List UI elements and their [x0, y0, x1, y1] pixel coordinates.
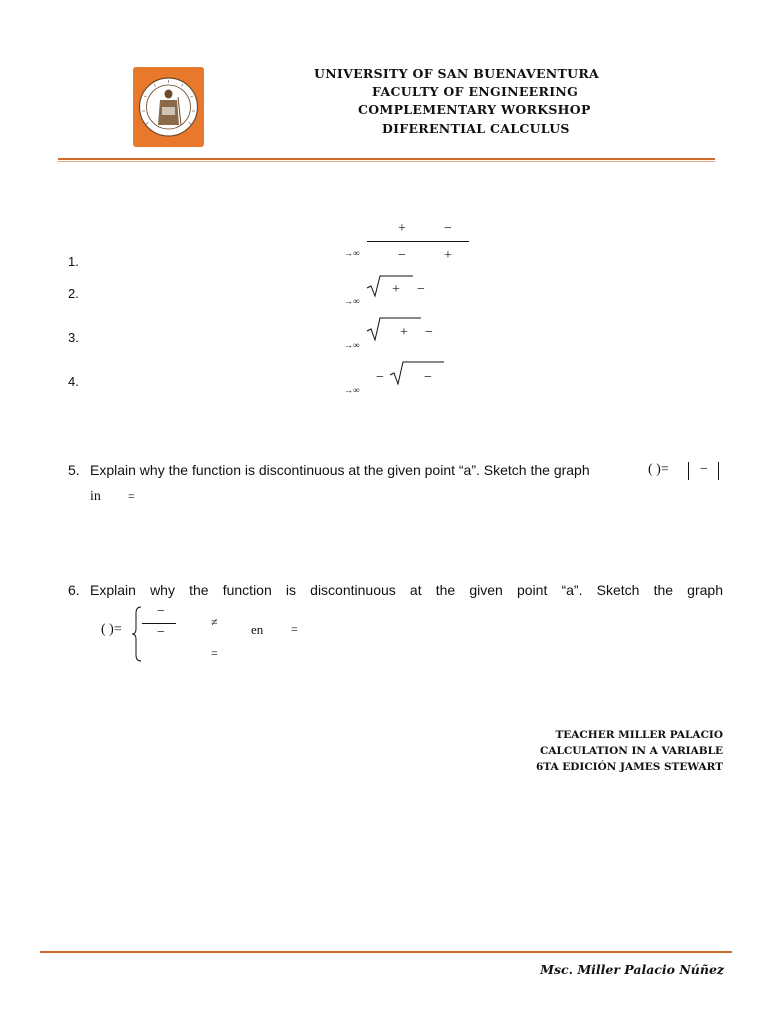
problem-2-op2: −: [417, 282, 425, 297]
problem-5-eq: =: [128, 489, 135, 503]
problem-1-num-op1: +: [398, 221, 406, 236]
problem-2-number: 2.: [68, 286, 79, 301]
problem-1-den-op1: −: [398, 248, 406, 263]
problem-5-in: in: [90, 489, 101, 504]
problem-6-frac-den: −: [157, 625, 165, 640]
problem-4-number: 4.: [68, 374, 79, 389]
credits-teacher: TEACHER MILLER PALACIO: [555, 729, 723, 741]
problem-3-op1: +: [400, 325, 408, 340]
problem-6-en: en: [251, 622, 264, 637]
problem-6-number: 6.: [68, 582, 80, 598]
problem-5-abs-bar-left: [688, 462, 689, 480]
problem-3-limit: →∞: [344, 340, 360, 350]
problem-5-abs-op: −: [700, 462, 708, 477]
problem-6-eq2: =: [211, 646, 218, 660]
problem-4-op1: −: [376, 370, 384, 385]
problem-6-function: ( )=: [101, 622, 122, 637]
problem-6-neq: ≠: [211, 615, 218, 629]
header-university: UNIVERSITY OF SAN BUENAVENTURA: [314, 66, 600, 81]
credits-textbook: 6TA EDICIÓN JAMES STEWART: [535, 761, 723, 773]
problem-6-fraction-bar: [142, 623, 176, 624]
problem-2-limit: →∞: [344, 296, 360, 306]
problem-6-eq1: =: [291, 622, 298, 636]
header-faculty: FACULTY OF ENGINEERING: [372, 84, 579, 99]
problem-3-number: 3.: [68, 330, 79, 345]
footer-author: Msc. Miller Palacio Núñez: [540, 962, 724, 977]
problem-5-function: ( )=: [648, 462, 669, 477]
problem-4-sqrt-icon: [388, 360, 446, 386]
problem-6-frac-num: −: [157, 604, 165, 619]
footer-divider: [40, 951, 732, 953]
problem-2-sqrt-icon: [365, 274, 415, 298]
university-logo: [133, 67, 204, 147]
problem-1-limit: →∞: [344, 248, 360, 258]
problem-5-abs-bar-right: [718, 462, 719, 480]
problem-1-number: 1.: [68, 254, 79, 269]
credits-course: CALCULATION IN A VARIABLE: [540, 745, 723, 757]
problem-1-num-op2: −: [444, 221, 452, 236]
header-workshop: COMPLEMENTARY WORKSHOP: [358, 102, 591, 117]
problem-5-number: 5.: [68, 462, 80, 478]
problem-3-op2: −: [425, 325, 433, 340]
header-divider: [58, 158, 715, 160]
problem-6-text: Explain why the function is discontinuous at the given point “a”. Sketch the graph: [90, 582, 723, 598]
header-divider-shadow: [58, 161, 715, 162]
problem-2-op1: +: [392, 282, 400, 297]
problem-3-sqrt-icon: [365, 316, 423, 342]
problem-1-den-op2: +: [444, 248, 452, 263]
piecewise-brace-icon: [131, 606, 143, 662]
problem-4-op2: −: [424, 370, 432, 385]
header-subject: DIFERENTIAL CALCULUS: [382, 121, 570, 136]
university-seal-icon: [133, 67, 204, 147]
problem-1-fraction-bar: [367, 241, 469, 242]
problem-5-text: Explain why the function is discontinuous at the given point “a”. Sketch the graph: [90, 462, 590, 478]
problem-4-limit: →∞: [344, 385, 360, 395]
